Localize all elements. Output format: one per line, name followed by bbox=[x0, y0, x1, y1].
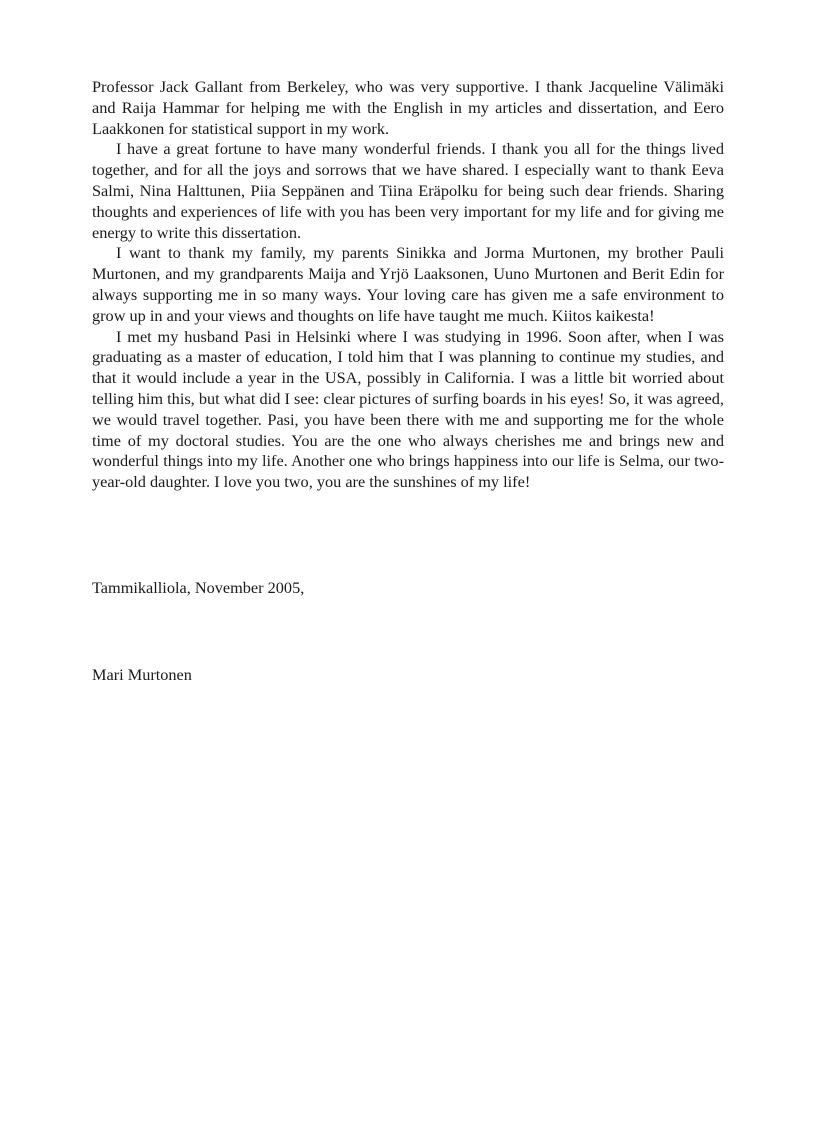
place-date-line: Tammikalliola, November 2005, bbox=[92, 578, 305, 597]
acknowledgements-body bbox=[92, 77, 724, 493]
paragraph-friends: I have a great fortune to have many wonderful friends. I thank you all for the things lived together, and for all the joys and sorrows that we have shared. I especially want to thank Eeva Salmi, Nina Halttunen, Piia Seppänen and Tiina Eräpolku for being such dear friends. Sharing thoughts and experiences of life with you has been very important for my life and for giving me energy to write this dissertation. bbox=[92, 139, 724, 242]
author-signature: Mari Murtonen bbox=[92, 665, 192, 684]
paragraph-husband: I met my husband Pasi in Helsinki where I was studying in 1996. Soon after, when I was graduating as a master of education, I told him that I was planning to continue my studies, and that it would include a year in the USA, possibly in California. I was a little bit worried about telling him this, but what did I see: clear pictures of surfing boards in his eyes! So, it was agreed, we would travel together. Pasi, you have been there with me and supporting me for the whole time of my doctoral studies. You are the one who always cherishes me and brings new and wonderful things into my life. Another one who brings happiness into our life is Selma, our two-year-old daughter. I love you two, you are the sunshines of my life! bbox=[92, 326, 724, 492]
paragraph-family: I want to thank my family, my parents Sinikka and Jorma Murtonen, my brother Pauli Murtonen, and my grandparents Maija and Yrjö Laaksonen, Uuno Murtonen and Berit Edin for always supporting me in so many ways. Your loving care has given me a safe environment to grow up in and your views and thoughts on life have taught me much. Kiitos kaikesta! bbox=[92, 243, 724, 325]
paragraph-continuation: Professor Jack Gallant from Berkeley, who was very supportive. I thank Jacqueline Välimäki and Raija Hammar for helping me with the English in my articles and dissertation, and Eero Laakkonen for statistical support in my work. bbox=[92, 77, 724, 138]
